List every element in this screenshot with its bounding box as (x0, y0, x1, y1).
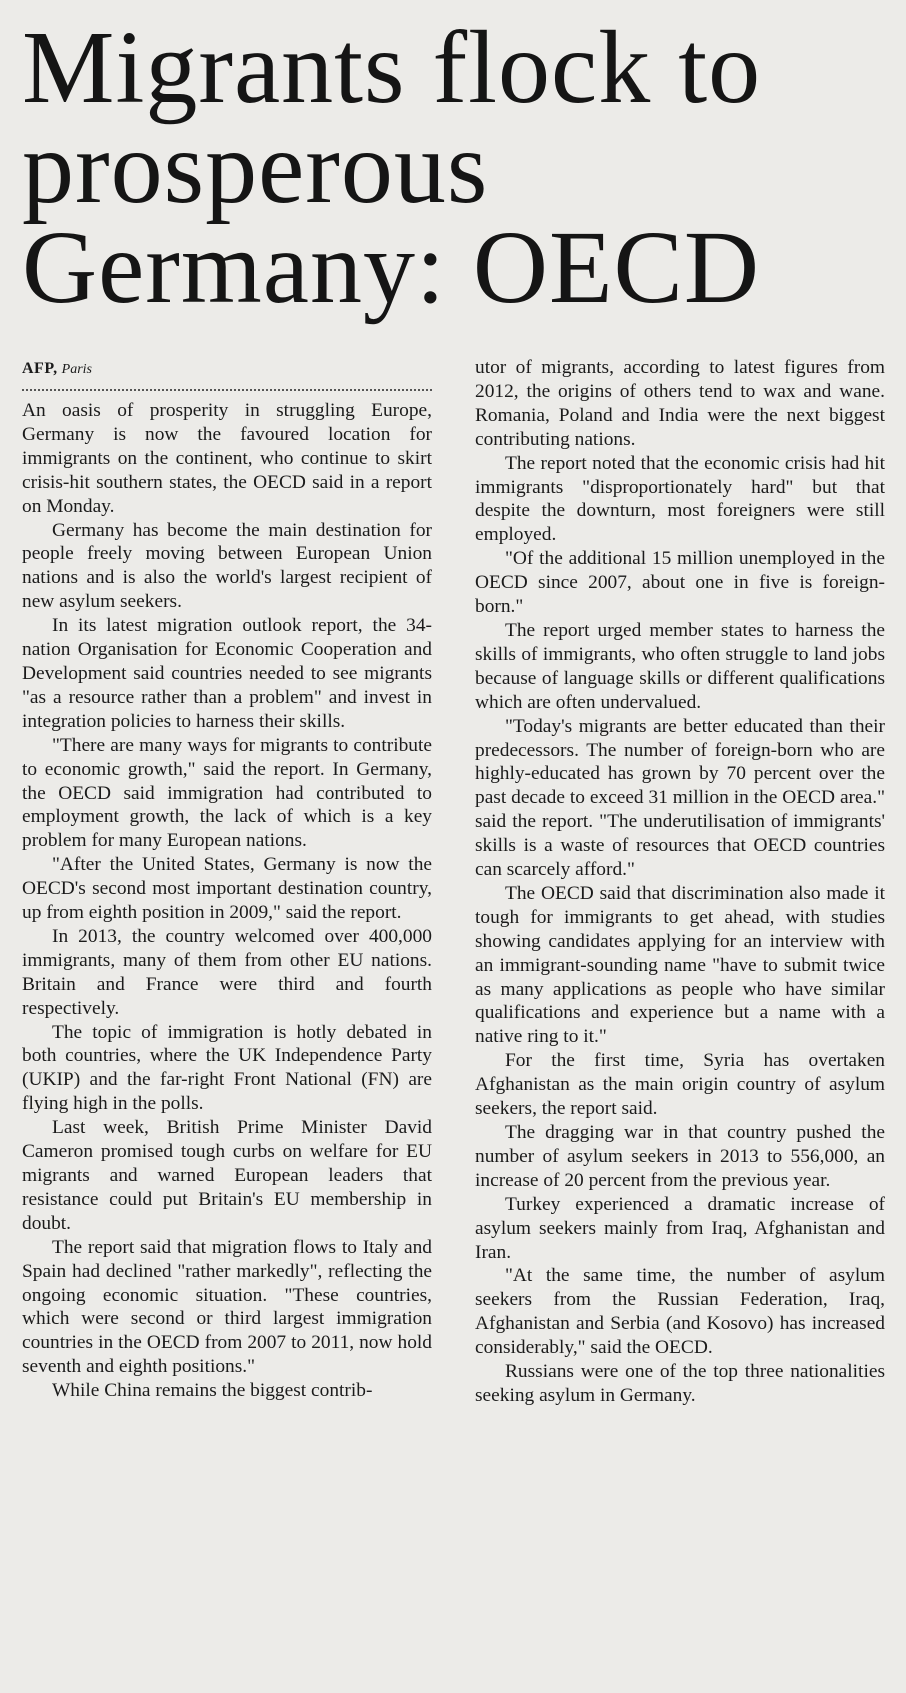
paragraph: The OECD said that discrimination also made it tough for immigrants to get ahead, with studies showing candidates applying for an interview with an immigrant-sounding name "have to submit twice as many applications as people who have similar qualifications and experience but a name with a native ring to it." (475, 882, 885, 1048)
byline-place: Paris (61, 362, 92, 377)
paragraph: The report said that migration flows to Italy and Spain had declined "rather markedly", reflecting the ongoing economic situation. "These countries, which were second or third largest immigration countries in the OECD from 2007 to 2011, now hold seventh and eighth positions." (22, 1236, 432, 1378)
paragraph: An oasis of prosperity in struggling Europe, Germany is now the favoured location for immigrants on the continent, who continue to skirt crisis-hit southern states, the OECD said in a report on Monday. (22, 400, 432, 517)
paragraph: Russians were one of the top three nationalities seeking asylum in Germany. (475, 1361, 885, 1406)
article-column-right (475, 356, 885, 1408)
paragraph: "There are many ways for migrants to contribute to economic growth," said the report. In Germany, the OECD said immigration had contributed to employment growth, the lack of which is a key problem for many European nations. (22, 734, 432, 852)
paragraph: utor of migrants, according to latest figures from 2012, the origins of others tend to wax and wane. Romania, Poland and India were the next biggest contributing nations. (475, 357, 885, 450)
paragraph: "Of the additional 15 million unemployed in the OECD since 2007, about one in five is foreign-born." (475, 548, 885, 618)
paragraph: "After the United States, Germany is now the OECD's second most important destination country, up from eighth position in 2009," said the report. (22, 854, 432, 924)
article-column-left (22, 358, 432, 1403)
paragraph: Germany has become the main destination for people freely moving between European Union nations and is also the world's largest recipient of new asylum seekers. (22, 519, 432, 613)
paragraph: The report urged member states to harness the skills of immigrants, who often struggle to land jobs because of language skills or different qualifications which are often undervalued. (475, 619, 885, 713)
paragraph: The topic of immigration is hotly debated in both countries, where the UK Independence Party (UKIP) and the far-right Front National (FN) are flying high in the polls. (22, 1021, 432, 1115)
byline-agency: AFP, (22, 360, 58, 377)
paragraph: "At the same time, the number of asylum seekers from the Russian Federation, Iraq, Afghanistan and Serbia (and Kosovo) has increased considerably," said the OECD. (475, 1265, 885, 1359)
paragraph: "Today's migrants are better educated than their predecessors. The number of foreign-born who are highly-educated has grown by 70 percent over the past decade to exceed 31 million in the OECD area." said the report. "The underutilisation of immigrants' skills is a waste of resources that OECD countries can scarcely afford." (475, 715, 885, 881)
paragraph: The report noted that the economic crisis had hit immigrants "disproportionately hard" but that despite the downturn, most foreigners were still employed. (475, 452, 885, 546)
byline (22, 358, 432, 391)
paragraph: Turkey experienced a dramatic increase of asylum seekers mainly from Iraq, Afghanistan and Iran. (475, 1193, 885, 1263)
paragraph: For the first time, Syria has overtaken Afghanistan as the main origin country of asylum seekers, the report said. (475, 1050, 885, 1120)
paragraph: In its latest migration outlook report, the 34-nation Organisation for Economic Cooperation and Development said countries needed to see migrants "as a resource rather than a problem" and invest in integration policies to harness their skills. (22, 615, 432, 732)
paragraph: In 2013, the country welcomed over 400,000 immigrants, many of them from other EU nations. Britain and France were third and fourth respectively. (22, 925, 432, 1019)
paragraph: The dragging war in that country pushed the number of asylum seekers in 2013 to 556,000, an increase of 20 percent from the previous year. (475, 1122, 885, 1191)
paragraph: While China remains the biggest contrib- (52, 1380, 373, 1402)
paragraph: Last week, British Prime Minister David Cameron promised tough curbs on welfare for EU migrants and warned European leaders that resistance could put Britain's EU membership in doubt. (22, 1117, 432, 1234)
headline: Migrants flock to prosperous Germany: OECD (22, 10, 762, 325)
